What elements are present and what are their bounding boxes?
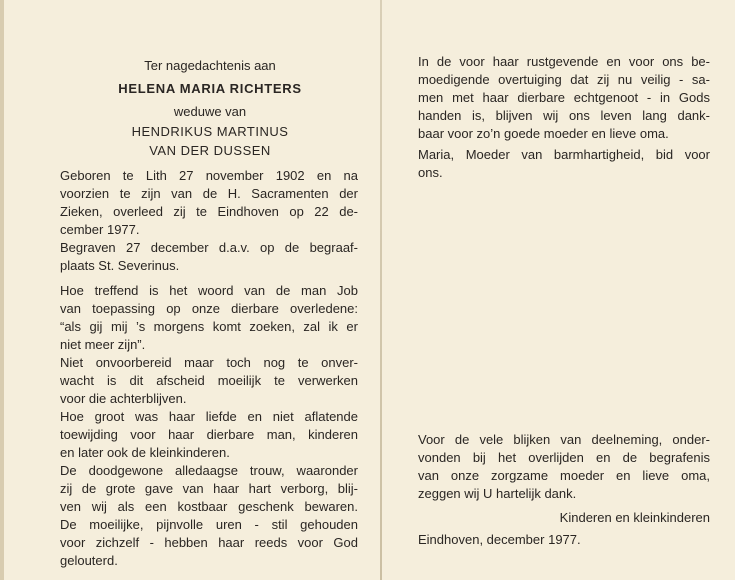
text-line: handen is, blijven wij ons leven lang dank- bbox=[418, 108, 710, 123]
text-line: De doodgewone alledaagse trouw, waaronder bbox=[60, 463, 358, 478]
text-line: plaats St. Severinus. bbox=[60, 258, 180, 273]
text-line: voorzien te zijn van de H. Sacramenten der bbox=[60, 186, 358, 201]
deceased-name: HELENA MARIA RICHTERS bbox=[118, 81, 302, 96]
text-line: Voor de vele blijken van deelneming, onder- bbox=[418, 432, 710, 447]
card-edge bbox=[0, 0, 4, 580]
text-line: cember 1977. bbox=[60, 222, 140, 237]
text-line: Hoe treffend is het woord van de man Job bbox=[60, 283, 358, 298]
text-line: van onze zorgzame moeder en lieve oma, bbox=[418, 468, 710, 483]
husband-name-line2: VAN DER DUSSEN bbox=[149, 143, 271, 158]
text-line: zij de grote gave van haar hart verborg, blij- bbox=[60, 481, 358, 496]
text-line: ons. bbox=[418, 165, 443, 180]
husband-name-line1: HENDRIKUS MARTINUS bbox=[131, 124, 289, 139]
text-line: vonden bij het overlijden en de begrafenis bbox=[418, 450, 710, 465]
card-fold bbox=[380, 0, 382, 580]
text-line: en later ook de kleinkinderen. bbox=[60, 445, 230, 460]
text-line: Geboren te Lith 27 november 1902 en na bbox=[60, 168, 358, 183]
text-line: De moeilijke, pijnvolle uren - stil gehouden bbox=[60, 517, 358, 532]
text-line: gelouterd. bbox=[60, 553, 118, 568]
text-line: voor zichzelf - hebben haar reeds voor God bbox=[60, 535, 358, 550]
relation-text: weduwe van bbox=[173, 104, 247, 119]
text-line: Maria, Moeder van barmhartigheid, bid voor bbox=[418, 147, 710, 162]
text-line: niet meer zijn”. bbox=[60, 337, 146, 352]
text-line: Zieken, overleed zij te Eindhoven op 22 de- bbox=[60, 204, 358, 219]
signature: Kinderen en kleinkinderen bbox=[559, 510, 710, 525]
text-line: men met haar dierbare echtgenoot - in Gods bbox=[418, 90, 710, 105]
text-line: baar voor zo’n goede moeder en lieve oma. bbox=[418, 126, 669, 141]
text-line: moedigende overtuiging dat zij nu veilig - sa- bbox=[418, 72, 710, 87]
text-line: Hoe groot was haar liefde en niet aflatende bbox=[60, 409, 358, 424]
text-line: toewijding voor haar dierbare man, kinderen bbox=[60, 427, 358, 442]
text-line: Niet onvoorbereid maar toch nog te onver- bbox=[60, 355, 358, 370]
text-line: wacht is dit afscheid moeilijk te verwerken bbox=[60, 373, 358, 388]
text-line: ven wij als een kostbaar geschenk bewaren. bbox=[60, 499, 358, 514]
intro-text: Ter nagedachtenis aan bbox=[144, 58, 276, 73]
text-line: voor die achterblijven. bbox=[60, 391, 187, 406]
place-date: Eindhoven, december 1977. bbox=[418, 532, 581, 547]
text-line: “als gij mij ’s morgens komt zoeken, zal ik er bbox=[60, 319, 358, 334]
text-line: Begraven 27 december d.a.v. op de begraaf- bbox=[60, 240, 358, 255]
text-line: In de voor haar rustgevende en voor ons be- bbox=[418, 54, 710, 69]
text-line: zeggen wij U hartelijk dank. bbox=[418, 486, 577, 501]
text-line: van toepassing op onze dierbare overledene: bbox=[60, 301, 358, 316]
